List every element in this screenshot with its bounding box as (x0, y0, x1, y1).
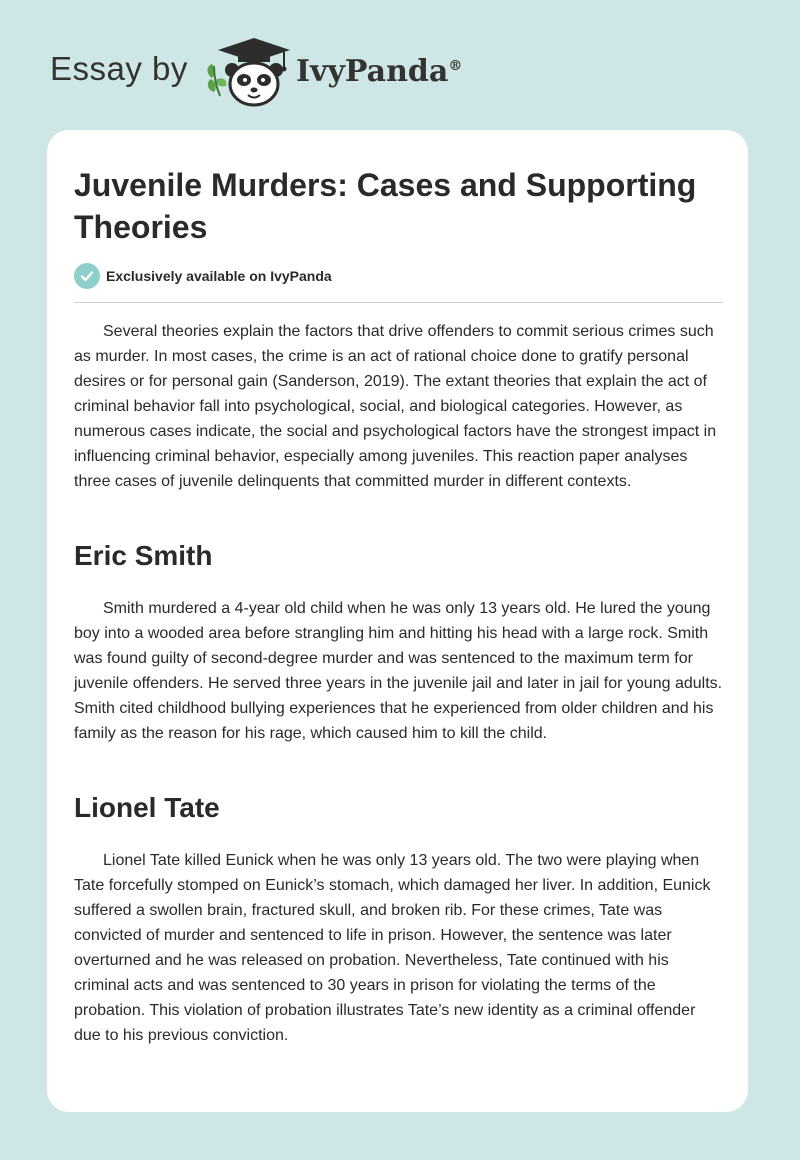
page-title: Juvenile Murders: Cases and Supporting Theories (74, 167, 697, 245)
exclusive-badge (74, 263, 332, 289)
registered-mark: ® (448, 58, 463, 74)
section-body-eric-smith: Smith murdered a 4-year old child when he was only 13 years old. He lured the young boy into a wooded area before strangling him and hitting his head with a large rock. Smith was found guilty of second-degree murder and was sentenced to the maximum term for juvenile offenders. He served three years in the juvenile jail and later in jail for young adults. Smith cited childhood bullying experiences that he experienced from older children and his family as the reason for his rage, which caused him to kill the child. (74, 600, 723, 742)
checkmark-icon (74, 263, 100, 289)
panda-graduate-icon[interactable] (202, 36, 294, 108)
brand-logo-text[interactable] (296, 54, 462, 89)
exclusive-badge-label: Exclusively available on IvyPanda (106, 268, 332, 284)
divider (74, 302, 723, 303)
section-heading-eric-smith: Eric Smith (74, 540, 213, 571)
brand-name: IvyPanda (296, 54, 449, 89)
intro-paragraph: Several theories explain the factors that drive offenders to commit serious crimes such as murder. In most cases, the crime is an act of rational choice done to gratify personal desires or for personal gain (Sanderson, 2019). The extant theories that explain the act of criminal behavior fall into psychological, social, and biological categories. However, as numerous cases indicate, the social and psychological factors have the strongest impact in influencing criminal behavior, especially among juveniles. This reaction paper analyses three cases of juvenile delinquents that committed murder in different contexts. (74, 323, 717, 490)
site-header (50, 36, 750, 116)
essay-by-label: Essay by (50, 50, 188, 87)
section-body-lionel-tate: Lionel Tate killed Eunick when he was only 13 years old. The two were playing when Tate forcefully stomped on Eunick’s stomach, which damaged her liver. In addition, Eunick suffered a swollen brain, fractured skull, and broken rib. For these crimes, Tate was convicted of murder and sentenced to life in prison. However, the sentence was later overturned and he was released on probation. Nevertheless, Tate continued with his criminal acts and was sentenced to 30 years in prison for violating the terms of the probation. This violation of probation illustrates Tate’s new identity as a criminal offender due to his previous conviction. (74, 852, 711, 1044)
section-heading-lionel-tate: Lionel Tate (74, 792, 220, 823)
essay-card (47, 130, 748, 1112)
